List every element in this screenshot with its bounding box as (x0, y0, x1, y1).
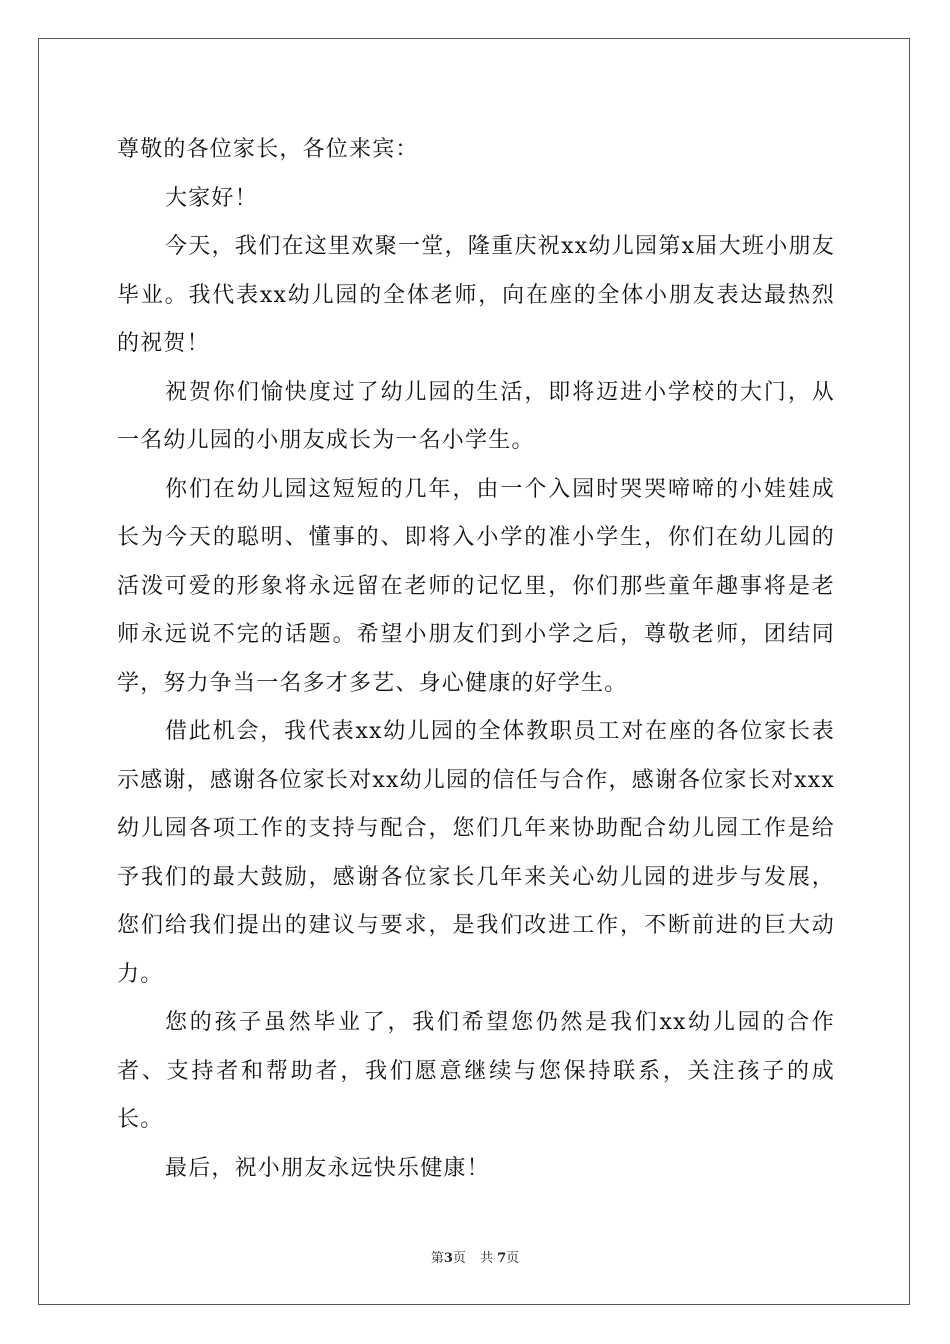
salutation: 尊敬的各位家长，各位来宾： (117, 137, 419, 162)
paragraph-4: 借此机会，我代表xx幼儿园的全体教职员工对在座的各位家长表示感谢，感谢各位家长对xx幼儿园的信任与合作，感谢各位家长对xxx幼儿园各项工作的支持与配合，您们几年来协助配合幼儿园工作是给予我们的最大鼓励，感谢各位家长几年来关心幼儿园的进步与发展，您们给我们提出的建议与要求，是我们改进工作，不断前进的巨大动力。 (117, 719, 835, 987)
paragraph-3: 你们在幼儿园这短短的几年，由一个入园时哭哭啼啼的小娃娃成长为今天的聪明、懂事的、即将入小学的准小学生，你们在幼儿园的活泼可爱的形象将永远留在老师的记忆里，你们那些童年趣事将是老师永远说不完的话题。希望小朋友们到小学之后，尊敬老师，团结同学，努力争当一名多才多艺、身心健康的好学生。 (117, 476, 835, 696)
page-footer (0, 1247, 950, 1266)
total-pages: 共 7页 (480, 1251, 520, 1266)
page-number: 第3页 (430, 1251, 466, 1266)
paragraph-1: 今天，我们在这里欢聚一堂，隆重庆祝xx幼儿园第x届大班小朋友毕业。我代表xx幼儿园的全体老师，向在座的全体小朋友表达最热烈的祝贺！ (117, 234, 835, 356)
paragraph-5: 您的孩子虽然毕业了，我们希望您仍然是我们xx幼儿园的合作者、支持者和帮助者，我们愿意继续与您保持联系，关注孩子的成长。 (117, 1010, 835, 1132)
paragraph-greeting: 大家好！ (165, 185, 258, 211)
paragraph-2: 祝贺你们愉快度过了幼儿园的生活，即将迈进小学校的大门，从一名幼儿园的小朋友成长为一名小学生。 (117, 379, 835, 453)
paragraph-closing: 最后，祝小朋友永远快乐健康！ (165, 1155, 490, 1181)
document-body (117, 126, 835, 1193)
